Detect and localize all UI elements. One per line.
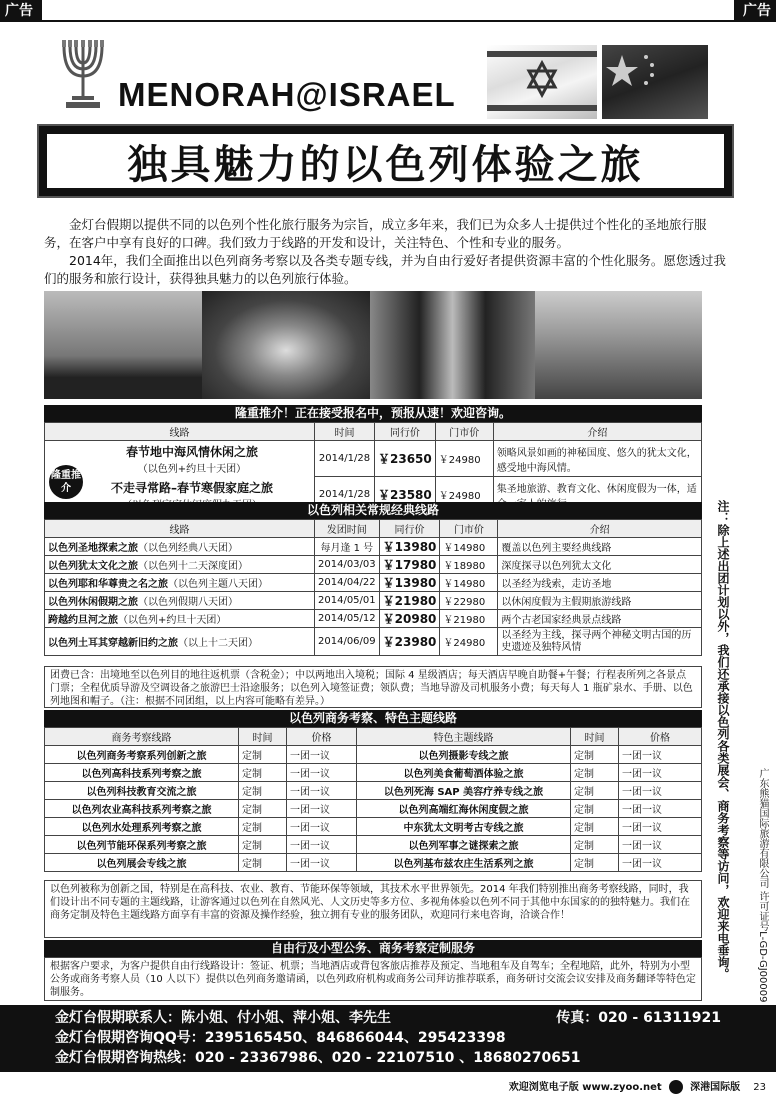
route-peer-price: ￥17980 — [379, 556, 440, 574]
route-peer-price: ￥20980 — [379, 610, 440, 628]
china-flag-image — [602, 45, 708, 119]
col-peer: 同行价 — [375, 423, 436, 441]
cell-time: 定制 — [571, 836, 619, 854]
route-retail-price: ￥22980 — [440, 592, 498, 610]
route-date: 2014/03/03 — [315, 556, 380, 574]
cell-price: 一团一议 — [619, 764, 702, 782]
cell-time: 定制 — [571, 764, 619, 782]
route-name: 以色列耶和华尊贵之名之旅 — [48, 579, 168, 590]
business-route: 以色列科技教育交流之旅 — [45, 782, 239, 800]
col-date: 发团时间 — [315, 520, 380, 538]
page-number: 23 — [753, 1082, 766, 1093]
promo-route-name: 春节地中海风情休闲之旅 — [125, 444, 258, 459]
promo-peer-price: ￥23580 — [375, 477, 436, 513]
contact-names: 陈小姐、付小姐、萍小姐、李先生 — [181, 1010, 391, 1026]
theme-route: 中东犹太文明考古专线之旅 — [357, 818, 571, 836]
route-date: 2014/05/12 — [315, 610, 380, 628]
contact-label: 金灯台假期联系人： — [55, 1010, 181, 1026]
star-icon — [602, 45, 708, 119]
promo-date: 2014/1/28 — [315, 441, 375, 477]
cell-price: 一团一议 — [619, 746, 702, 764]
business-route: 以色列高科技系列考察之旅 — [45, 764, 239, 782]
route-retail-price: ￥14980 — [440, 574, 498, 592]
page-title: 独具魅力的以色列体验之旅 — [127, 141, 644, 188]
route-cell — [45, 574, 315, 592]
cell-price: 一团一议 — [619, 854, 702, 872]
route-sub: （以色列假期八天团） — [138, 597, 238, 608]
business-route: 以色列农业高科技系列考察之旅 — [45, 800, 239, 818]
footer-section: 深港国际版 — [690, 1082, 741, 1093]
route-desc: 以圣经为主线，探寻两个神秘文明古国的历史遗迹及独特风情 — [498, 628, 702, 656]
table-row — [45, 782, 702, 800]
cell-price: 一团一议 — [287, 818, 357, 836]
cell-price: 一团一议 — [287, 854, 357, 872]
intro-paragraph-2: 2014年，我们全面推出以色列商务考察以及各类专题专线，并为自由行爱好者提供资源丰富的个性化服务。愿您透过我们的服务和旅行设计，获得独具魅力的以色列旅行体验。 — [44, 253, 726, 286]
route-name: 以色列休闲假期之旅 — [48, 597, 138, 608]
photo-strip — [44, 291, 702, 399]
theme-route: 以色列死海 SAP 美容疗养专线之旅 — [357, 782, 571, 800]
cell-time: 定制 — [571, 800, 619, 818]
table-row — [45, 592, 702, 610]
col-desc: 介绍 — [493, 423, 701, 441]
route-sub: （以色列十二天深度团） — [138, 561, 248, 572]
route-sub: （以上十二天团） — [178, 638, 258, 649]
route-cell — [45, 538, 315, 556]
route-retail-price: ￥21980 — [440, 610, 498, 628]
theme-route: 以色列摄影专线之旅 — [357, 746, 571, 764]
contact-line-2: 金灯台假期咨询QQ号：2395165450、846866044、295423398 — [55, 1030, 506, 1046]
table-row — [45, 854, 702, 872]
business-route: 以色列节能环保系列考察之旅 — [45, 836, 239, 854]
intro-text — [44, 216, 729, 288]
cell-price: 一团一议 — [287, 746, 357, 764]
side-note: 注：除上述出团计划以外，我们还承接以色列各类展会、商务考察等访问，欢迎来电垂询。 — [716, 500, 730, 980]
photo-dome-of-the-rock — [202, 291, 370, 399]
business-route: 以色列展会专线之旅 — [45, 854, 239, 872]
intro-paragraph-1: 金灯台假期以提供不同的以色列个性化旅行服务为宗旨，成立多年来，我们已为众多人士提供过个性化的圣地旅行服务，在客户中享有良好的口碑。我们致力于线路的开发和设计，关注特色、个性和专业的服务。 — [44, 217, 707, 250]
col-retail: 门市价 — [435, 423, 493, 441]
footer-site: 欢迎浏览电子版 www.zyoo.net — [508, 1082, 662, 1093]
theme-route: 以色列美食葡萄酒体验之旅 — [357, 764, 571, 782]
route-name: 以色列土耳其穿越新旧约之旅 — [48, 638, 178, 649]
classic-banner: 以色列相关常规经典线路 — [44, 502, 702, 519]
table-header — [45, 423, 702, 441]
business-route: 以色列商务考察系列创新之旅 — [45, 746, 239, 764]
cell-time: 定制 — [239, 800, 287, 818]
contact-block — [0, 1005, 776, 1072]
col-retail: 门市价 — [440, 520, 498, 538]
promo-peer-price: ￥23650 — [375, 441, 436, 477]
route-name: 以色列犹太文化之旅 — [48, 561, 138, 572]
route-retail-price: ￥24980 — [440, 628, 498, 656]
cell-price: 一团一议 — [287, 764, 357, 782]
business-banner: 以色列商务考察、特色主题线路 — [44, 710, 702, 727]
brand-name: MENORAH@ISRAEL — [118, 76, 456, 113]
cell-time: 定制 — [239, 818, 287, 836]
cell-price: 一团一议 — [619, 800, 702, 818]
table-row — [45, 538, 702, 556]
custom-note: 根据客户要求，为客户提供自由行线路设计：签证、机票；当地酒店或背包客旅店推荐及预定、当地租车及自驾车；全程地陪，此外，特别为小型公务或商务考察人员（10 人以下）提供以色列商务邀请函，以色列政府机构或商务公司拜访推荐联系，商务研讨交流会议安排及商务翻译等特色定制服务。 — [44, 957, 702, 1001]
theme-route: 以色列基布兹农庄生活系列之旅 — [357, 854, 571, 872]
star-of-david-icon — [487, 45, 597, 119]
promo-route-name: 不走寻常路–春节寒假家庭之旅 — [110, 480, 273, 495]
photo-church-interior — [535, 291, 702, 399]
route-date: 2014/06/09 — [315, 628, 380, 656]
license-note: 广东熊猫国际旅游有限公司 许可证号L-GD-GJ00009 — [757, 768, 768, 1003]
promo-route-sub: （以色列+约旦十天团） — [137, 463, 247, 475]
table-row — [45, 574, 702, 592]
promo-date: 2014/1/28 — [315, 477, 375, 513]
contact-fax: 传真：020 - 61311921 — [556, 1010, 721, 1026]
col-desc: 介绍 — [498, 520, 702, 538]
contact-line-1 — [55, 1008, 721, 1028]
business-route: 以色列水处理系列考察之旅 — [45, 818, 239, 836]
route-retail-price: ￥18980 — [440, 556, 498, 574]
route-desc: 以休闲度假为主假期旅游线路 — [498, 592, 702, 610]
table-row — [45, 628, 702, 656]
israel-flag-image — [487, 45, 597, 119]
route-desc: 以圣经为线索，走访圣地 — [498, 574, 702, 592]
route-sub: （以色列经典八天团） — [138, 543, 238, 554]
photo-church-sunset — [44, 291, 202, 399]
business-table — [44, 727, 702, 872]
cell-time: 定制 — [571, 818, 619, 836]
table-row — [45, 800, 702, 818]
route-peer-price: ￥23980 — [379, 628, 440, 656]
table-row — [45, 836, 702, 854]
route-desc: 深度探寻以色列犹太文化 — [498, 556, 702, 574]
cell-price: 一团一议 — [619, 818, 702, 836]
route-desc: 覆盖以色列主要经典线路 — [498, 538, 702, 556]
route-peer-price: ￥21980 — [379, 592, 440, 610]
promo-badge-text: 隆重推介 — [51, 470, 81, 494]
col-time: 时间 — [571, 728, 619, 746]
table-row — [45, 764, 702, 782]
table-header — [45, 728, 702, 746]
route-date: 2014/05/01 — [315, 592, 380, 610]
col-price: 价格 — [619, 728, 702, 746]
promo-desc: 领略风景如画的神秘国度、悠久的犹太文化，感受地中海风情。 — [493, 441, 701, 477]
title-banner — [37, 124, 734, 198]
theme-route: 以色列高端红海休闲度假之旅 — [357, 800, 571, 818]
table-row — [45, 818, 702, 836]
page-footer — [0, 1076, 776, 1100]
cell-time: 定制 — [571, 854, 619, 872]
route-sub: （以色列+约旦十天团） — [118, 615, 227, 626]
cell-price: 一团一议 — [287, 836, 357, 854]
table-row — [45, 610, 702, 628]
col-date: 时间 — [315, 423, 375, 441]
cell-time: 定制 — [239, 854, 287, 872]
ad-label-right: 广告 — [734, 0, 776, 22]
route-name: 以色列圣地探索之旅 — [48, 543, 138, 554]
route-peer-price: ￥13980 — [379, 574, 440, 592]
route-peer-price: ￥13980 — [379, 538, 440, 556]
promo-badge — [49, 465, 83, 499]
route-retail-price: ￥14980 — [440, 538, 498, 556]
route-cell — [45, 592, 315, 610]
cell-price: 一团一议 — [619, 782, 702, 800]
custom-banner: 自由行及小型公务、商务考察定制服务 — [44, 940, 702, 957]
cell-time: 定制 — [239, 782, 287, 800]
table-row — [45, 556, 702, 574]
route-cell — [45, 556, 315, 574]
col-business-route: 商务考察线路 — [45, 728, 239, 746]
route-name: 跨越约旦河之旅 — [48, 615, 118, 626]
route-sub: （以色列主题八天团） — [168, 579, 268, 590]
classic-table — [44, 519, 702, 656]
cell-time: 定制 — [239, 764, 287, 782]
col-route: 线路 — [45, 520, 315, 538]
promo-retail-price: ￥24980 — [435, 477, 493, 513]
logo-icon — [669, 1080, 683, 1094]
cell-price: 一团一议 — [619, 836, 702, 854]
col-time: 时间 — [239, 728, 287, 746]
cell-time: 定制 — [571, 746, 619, 764]
cell-time: 定制 — [239, 836, 287, 854]
cell-time: 定制 — [239, 746, 287, 764]
table-row — [45, 441, 702, 477]
ad-label-left: 广告 — [0, 0, 42, 22]
promo-desc: 集圣地旅游、教育文化、休闲度假为一体，适 — [493, 477, 701, 513]
cell-price: 一团一议 — [287, 800, 357, 818]
route-desc: 两个古老国家经典景点线路 — [498, 610, 702, 628]
promo-table — [44, 422, 702, 513]
table-header — [45, 520, 702, 538]
classic-note: 团费已含：出境地至以色列目的地往返机票（含税金）；中以两地出入境税；国际 4 星级酒店；每天酒店早晚自助餐+午餐；行程表所列之各景点门票；全程优质导游及空调设备之旅游巴士沿途服务；以色列入境签证费；领队费；当地导游及司机服务小费；每天每人 1 瓶矿泉水、手册、以色列地图和帽子。（注：根据不同团组，以上内容可能略有差异。） — [44, 666, 702, 708]
col-theme-route: 特色主题线路 — [357, 728, 571, 746]
table-row — [45, 746, 702, 764]
theme-route: 以色列军事之谜探索之旅 — [357, 836, 571, 854]
photo-orthodox-men — [370, 291, 535, 399]
route-cell — [45, 628, 315, 656]
col-route: 线路 — [45, 423, 315, 441]
promo-retail-price: ￥24980 — [435, 441, 493, 477]
menorah-icon — [58, 36, 108, 112]
col-price: 价格 — [287, 728, 357, 746]
route-cell — [45, 610, 315, 628]
route-date: 每月逢 1 号 — [315, 538, 380, 556]
cell-price: 一团一议 — [287, 782, 357, 800]
contact-line-3: 金灯台假期咨询热线：020 - 23367986、020 - 22107510 、18680270651 — [55, 1050, 581, 1066]
top-rule — [0, 20, 776, 22]
cell-time: 定制 — [571, 782, 619, 800]
col-peer: 同行价 — [379, 520, 440, 538]
promo-banner: 隆重推介！正在接受报名中，预报从速！欢迎咨询。 — [44, 405, 702, 422]
route-date: 2014/04/22 — [315, 574, 380, 592]
business-note: 以色列被称为创新之国，特别是在高科技、农业、教育、节能环保等领域，其技术水平世界领先。2014 年我们特别推出商务考察线路，同时，我们设计出不同专题的主题线路，让游客通过以色列在自然风光、人文历史等多方位、多视角体验以色列不同于其他中东国家的的独特魅力。我们在商务定制及特色主题线路方面享有丰富的资源及操作经验，独立拥有专业的服务团队，欢迎同行来电咨询，洽谈合作！ — [44, 880, 702, 938]
